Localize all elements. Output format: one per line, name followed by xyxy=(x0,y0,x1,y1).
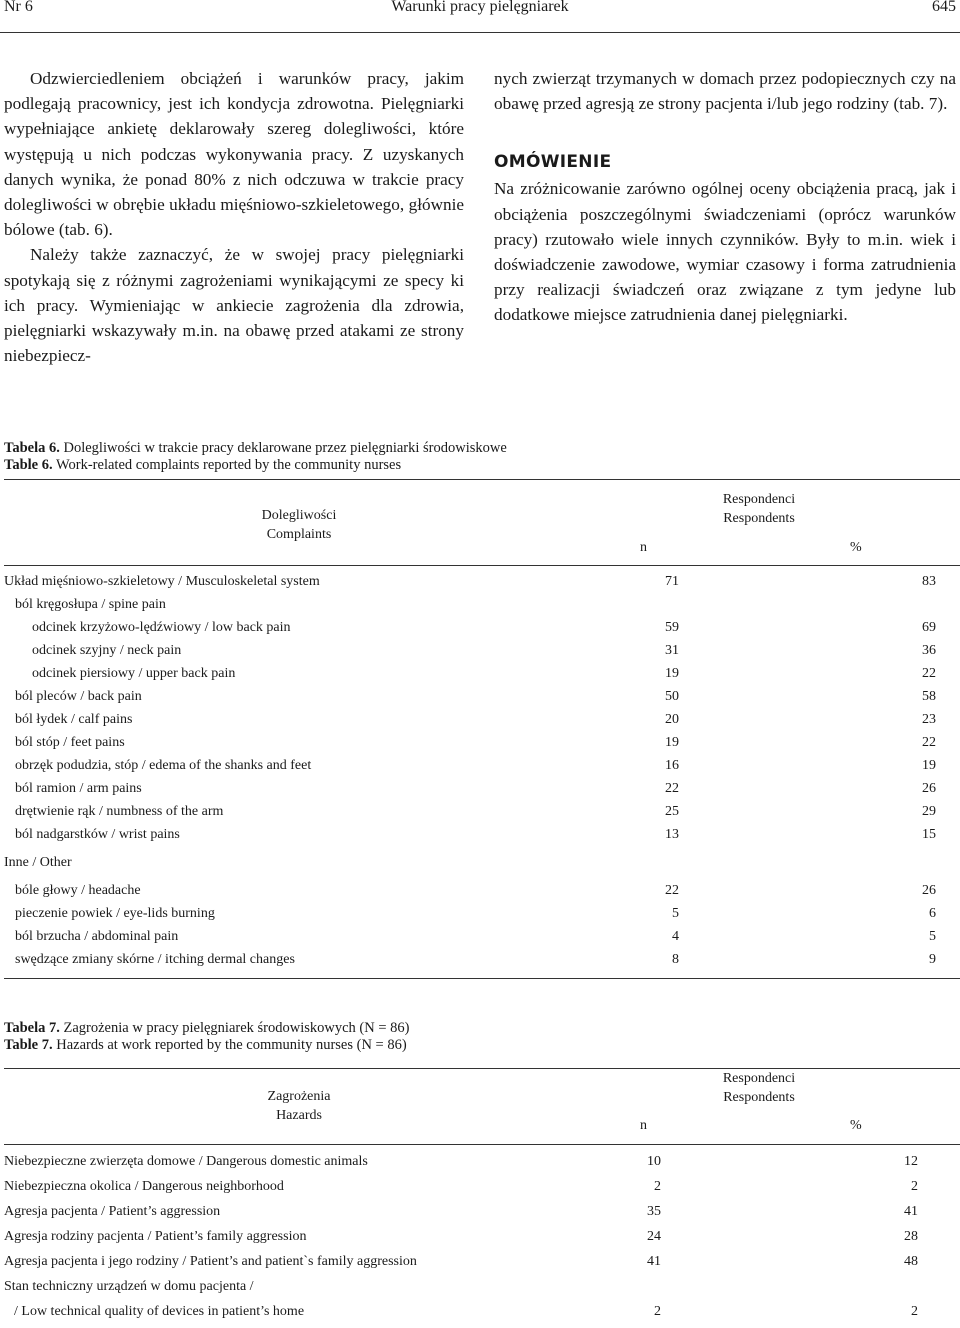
table-6 xyxy=(4,440,960,979)
row-label: ból łydek / calf pains xyxy=(15,712,133,727)
row-label: bóle głowy / headache xyxy=(15,883,141,898)
page-number: 645 xyxy=(932,0,956,15)
cell-n: 22 xyxy=(665,781,679,796)
body-paragraph: Należy także zaznaczyć, że w swojej pracy pielęgniarki spotykają się z różnymi zagrożeniami wynikającymi ze specy ki ich pracy. Wymieniając w ankiecie zagrożenia dla zdrowia, pielęgniarki wskazywały m.in. na obawę przed atakami ze strony niebezpiecz- xyxy=(4,245,464,366)
cell-percent: 83 xyxy=(922,574,936,589)
cell-percent: 9 xyxy=(929,952,936,967)
column-header-percent: % xyxy=(850,540,862,555)
cell-n: 25 xyxy=(665,804,679,819)
cell-percent: 36 xyxy=(922,643,936,658)
cell-n: 31 xyxy=(665,643,679,658)
table-caption-pl xyxy=(4,1020,960,1037)
table-row xyxy=(4,596,960,619)
cell-percent: 41 xyxy=(904,1204,918,1219)
body-paragraph: Na zróżnicowanie zarówno ogólnej oceny obciążenia pracą, jak i obciążenia poszczególnymi świadczeniami (oprócz warunków pracy) rzutowało wiele innych czynników. Były to m.in. wiek i doświadczenie zawodowe, wymiar czasowy i forma zatrudnienia przy realizacji świadczeń oraz związane z tym jedyne lub dodatkowe miejsce zatrudnienia danej pielęgniarki. xyxy=(494,179,956,325)
table-caption-en xyxy=(4,457,960,474)
cell-n: 2 xyxy=(654,1179,661,1194)
row-label: Stan techniczny urządzeń w domu pacjenta / xyxy=(4,1279,254,1294)
table-body xyxy=(4,573,960,974)
row-label: odcinek szyjny / neck pain xyxy=(32,643,182,658)
table-row xyxy=(4,688,960,711)
caption-text: Work-related complaints reported by the community nurses xyxy=(56,457,402,473)
group-header-en: Respondents xyxy=(723,511,795,526)
cell-percent: 2 xyxy=(911,1304,918,1319)
caption-label: Table 7. xyxy=(4,1037,53,1053)
cell-percent: 28 xyxy=(904,1229,918,1244)
column-header-respondents xyxy=(664,1069,854,1107)
row-label: swędzące zmiany skórne / itching dermal changes xyxy=(15,952,295,967)
column-header-n: n xyxy=(640,540,647,555)
cell-n: 10 xyxy=(647,1154,661,1169)
table-row xyxy=(4,1278,960,1303)
cell-percent: 58 xyxy=(922,689,936,704)
right-text-column xyxy=(494,66,956,328)
row-label: odcinek krzyżowo-lędźwiowy / low back pain xyxy=(32,620,291,635)
journal-issue: Nr 6 xyxy=(4,0,33,15)
row-label: pieczenie powiek / eye-lids burning xyxy=(15,906,215,921)
table-header xyxy=(4,1069,960,1144)
row-label: Układ mięśniowo-szkieletowy / Musculoskeletal system xyxy=(4,574,320,589)
cell-percent: 48 xyxy=(904,1254,918,1269)
table-7 xyxy=(4,1020,960,1328)
table-row xyxy=(4,882,960,905)
table-row xyxy=(4,734,960,757)
row-label: obrzęk podudzia, stóp / edema of the shanks and feet xyxy=(15,758,312,773)
column-header-en: Complaints xyxy=(266,527,332,542)
table-row xyxy=(4,1228,960,1253)
cell-percent: 12 xyxy=(904,1154,918,1169)
cell-percent: 26 xyxy=(922,883,936,898)
row-label: drętwienie rąk / numbness of the arm xyxy=(15,804,224,819)
cell-n xyxy=(632,849,679,882)
row-label: ból nadgarstków / wrist pains xyxy=(15,827,180,842)
table-row xyxy=(4,573,960,596)
caption-label: Tabela 6. xyxy=(4,440,60,456)
cell-percent: 23 xyxy=(922,712,936,727)
table-caption-en xyxy=(4,1037,960,1054)
cell-percent: 69 xyxy=(922,620,936,635)
cell-n: 35 xyxy=(647,1204,661,1219)
cell-n: 20 xyxy=(665,712,679,727)
cell-n: 41 xyxy=(647,1254,661,1269)
cell-percent: 15 xyxy=(922,827,936,842)
row-label: ból ramion / arm pains xyxy=(15,781,142,796)
caption-label: Table 6. xyxy=(4,457,53,473)
table-row xyxy=(4,849,960,882)
row-label: / Low technical quality of devices in patient’s home xyxy=(14,1304,305,1319)
table-row xyxy=(4,1303,960,1328)
running-header xyxy=(0,0,960,22)
cell-percent: 26 xyxy=(922,781,936,796)
table-row xyxy=(4,905,960,928)
table-row xyxy=(4,642,960,665)
column-header-percent: % xyxy=(850,1118,862,1133)
left-text-column xyxy=(4,66,464,368)
cell-n: 59 xyxy=(665,620,679,635)
column-header-respondents xyxy=(664,490,854,528)
cell-percent xyxy=(871,1278,918,1303)
column-header-pl: Dolegliwości xyxy=(261,508,337,523)
table-header-rule xyxy=(4,1144,960,1145)
table-caption-pl xyxy=(4,440,960,457)
column-header-en: Hazards xyxy=(276,1108,322,1123)
cell-percent xyxy=(889,596,936,619)
cell-n xyxy=(614,1278,661,1303)
cell-percent: 29 xyxy=(922,804,936,819)
row-label: Agresja pacjenta / Patient’s aggression xyxy=(4,1204,221,1219)
cell-n: 4 xyxy=(672,929,679,944)
row-label: odcinek piersiowy / upper back pain xyxy=(32,666,236,681)
row-label: ból kręgosłupa / spine pain xyxy=(15,597,166,612)
cell-n: 24 xyxy=(647,1229,661,1244)
column-header-complaints xyxy=(4,506,594,544)
table-bottom-rule xyxy=(4,978,960,979)
table-row xyxy=(4,757,960,780)
cell-n: 2 xyxy=(654,1304,661,1319)
cell-percent: 22 xyxy=(922,735,936,750)
table-row xyxy=(4,780,960,803)
table-row xyxy=(4,711,960,734)
column-header-n: n xyxy=(640,1118,647,1133)
continued-paragraph: nych zwierząt trzymanych w domach przez podopiecznych czy na obawę przed agresją ze strony pacjenta i/lub jego rodziny (tab. 7). xyxy=(494,69,956,114)
table-header-rule xyxy=(4,565,960,566)
table-row xyxy=(4,619,960,642)
cell-n: 16 xyxy=(665,758,679,773)
section-heading: OMÓWIENIE xyxy=(494,152,612,173)
header-rule xyxy=(0,32,960,33)
cell-n: 5 xyxy=(672,906,679,921)
table-header xyxy=(4,480,960,565)
row-label: ból stóp / feet pains xyxy=(15,735,125,750)
row-label: Agresja rodziny pacjenta / Patient’s family aggression xyxy=(4,1229,307,1244)
cell-n: 71 xyxy=(665,574,679,589)
caption-label: Tabela 7. xyxy=(4,1020,60,1036)
group-header-pl: Respondenci xyxy=(722,1071,796,1086)
cell-percent: 6 xyxy=(929,906,936,921)
row-label: Niebezpieczne zwierzęta domowe / Dangerous domestic animals xyxy=(4,1154,368,1169)
group-header-pl: Respondenci xyxy=(722,492,796,507)
group-header-en: Respondents xyxy=(723,1090,795,1105)
cell-percent: 2 xyxy=(911,1179,918,1194)
table-row xyxy=(4,826,960,849)
table-row xyxy=(4,1253,960,1278)
table-row xyxy=(4,803,960,826)
cell-percent: 5 xyxy=(929,929,936,944)
table-row xyxy=(4,1153,960,1178)
row-label: Inne / Other xyxy=(4,855,72,870)
body-paragraph: Odzwierciedleniem obciążeń i warunków pracy, jakim podlegają pracownicy, jest ich kondycja zdrowotna. Pielęgniarki wypełniające ankietę deklarowały szereg dolegliwości, które występują u nich podczas wykonywania pracy. Z uzyskanych danych wynika, że ponad 80% z nich odczuwa w trakcie pracy dolegliwości w obrębie układu mięśniowo-szkieletowego, głównie bólowe (tab. 6). xyxy=(4,69,464,240)
table-row xyxy=(4,665,960,688)
caption-text: Hazards at work reported by the community nurses (N = 86) xyxy=(56,1037,407,1053)
column-header-pl: Zagrożenia xyxy=(267,1089,331,1104)
cell-n xyxy=(632,596,679,619)
cell-percent xyxy=(889,849,936,882)
cell-n: 13 xyxy=(665,827,679,842)
cell-n: 50 xyxy=(665,689,679,704)
cell-n: 19 xyxy=(665,666,679,681)
table-row xyxy=(4,951,960,974)
table-body xyxy=(4,1153,960,1328)
row-label: ból brzucha / abdominal pain xyxy=(15,929,179,944)
caption-text: Dolegliwości w trakcie pracy deklarowane przez pielęgniarki środowiskowe xyxy=(63,440,507,456)
column-header-hazards xyxy=(4,1087,594,1125)
row-label: ból pleców / back pain xyxy=(15,689,142,704)
cell-percent: 19 xyxy=(922,758,936,773)
caption-text: Zagrożenia w pracy pielęgniarek środowiskowych (N = 86) xyxy=(63,1020,410,1036)
row-label: Agresja pacjenta i jego rodziny / Patient’s and patient`s family aggression xyxy=(4,1254,417,1269)
table-row xyxy=(4,1203,960,1228)
row-label: Niebezpieczna okolica / Dangerous neighborhood xyxy=(4,1179,284,1194)
cell-percent: 22 xyxy=(922,666,936,681)
cell-n: 8 xyxy=(672,952,679,967)
running-title: Warunki pracy pielęgniarek xyxy=(391,0,569,15)
table-row xyxy=(4,1178,960,1203)
cell-n: 19 xyxy=(665,735,679,750)
table-row xyxy=(4,928,960,951)
cell-n: 22 xyxy=(665,883,679,898)
